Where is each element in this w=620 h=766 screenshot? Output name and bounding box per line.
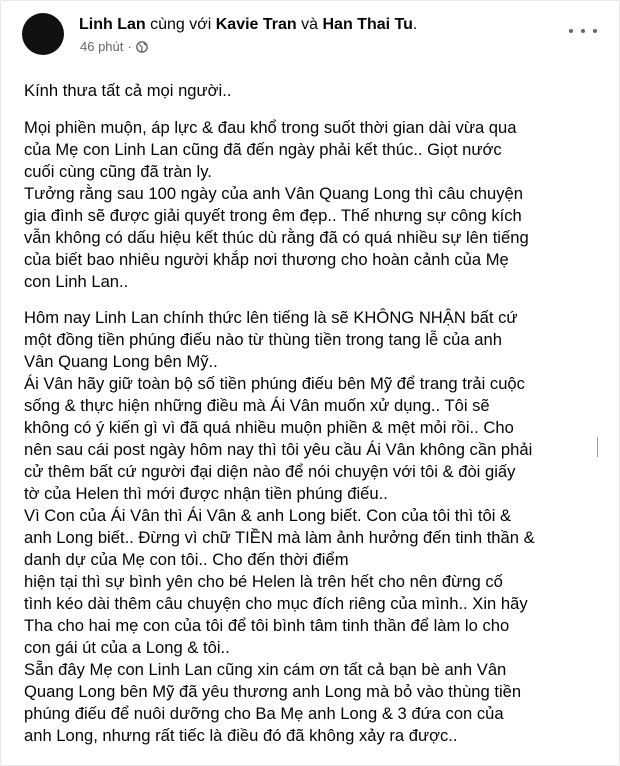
meta-separator: ·	[127, 39, 132, 54]
post-paragraph: Mọi phiền muộn, áp lực & đau khổ trong suốt thời gian dài vừa qua của Mẹ con Linh Lan cũng đã đến ngày phải kết thúc.. Giọt nước cuối cùng cũng đã tràn ly. Tưởng rằng sau 100 ngày của anh Vân Quang Long thì câu chuyện gia đình sẽ được giải quyết trong êm đẹp.. Thế nhưng sự công kích vẫn không có dấu hiệu kết thúc dù rằng đã có quá nhiều sự lên tiếng của biết bao nhiêu người khắp nơi thương cho hoàn cảnh của Mẹ con Linh Lan..	[24, 118, 529, 291]
post-header	[1, 1, 619, 67]
globe-icon[interactable]	[136, 41, 148, 53]
more-dot	[569, 29, 573, 33]
post-paragraph: Hôm nay Linh Lan chính thức lên tiếng là sẽ KHÔNG NHẬN bất cứ một đồng tiền phúng điếu nào từ thùng tiền trong tang lễ của anh Vân Quang Long bên Mỹ.. Ái Vân hãy giữ toàn bộ số tiền phúng điếu bên Mỹ để trang trải cuộc sống & thực hiện những điều mà Ái Vân muốn xử dụng.. Tôi sẽ không có ý kiến gì vì đã quá nhiều muộn phiền & mệt mỏi rồi.. Cho nên sau cái post ngày hôm nay thì tôi yêu cầu Ái Vân không cần phải cử thêm bất cứ người đại diện nào để nói chuyện với tôi & đòi giấy tờ của Helen thì mới được nhận tiền phúng điếu.. Vì Con của Ái Vân thì Ái Vân & anh Long biết. Con của tôi thì tôi & anh Long biết.. Đừng vì chữ TIỀN mà làm ảnh hưởng đến tinh thần & danh dự của Mẹ con tôi.. Cho đến thời điểm hiện tại thì sự bình yên cho bé Helen là trên hết cho nên đừng cố tình kéo dài thêm câu chuyện cho mục đích riêng của mình.. Xin hãy Tha cho hai mẹ con của tôi để tôi bình tâm tinh thần để làm lo cho con gái út của a Long & tôi.. Sẵn đây Mẹ con Linh Lan cũng xin cám ơn tất cả bạn bè anh Vân Quang Long bên Mỹ đã yêu thương anh Long mà bỏ vào thùng tiền phúng điếu để nuôi dưỡng cho Ba Mẹ anh Long & 3 đứa con của anh Long, nhưng rất tiếc là điều đó đã không xảy ra được..	[24, 308, 535, 745]
avatar[interactable]	[22, 13, 64, 55]
title-period: .	[412, 16, 418, 33]
post-text-content	[24, 67, 614, 761]
tagged-user-link-2[interactable]: Han Thai Tu	[322, 16, 413, 33]
post-title-line	[79, 15, 417, 35]
post-timestamp-link[interactable]: 46 phút	[80, 39, 124, 54]
tagged-user-link-1[interactable]: Kavie Tran	[215, 16, 297, 33]
author-name-link[interactable]: Linh Lan	[79, 16, 146, 33]
and-text: và	[301, 16, 319, 33]
more-dot	[581, 29, 585, 33]
more-options-icon[interactable]	[569, 21, 597, 41]
with-text: cùng với	[150, 16, 212, 33]
text-cursor	[597, 437, 598, 457]
post-meta	[80, 39, 148, 55]
post-paragraph: Kính thưa tất cả mọi người..	[24, 81, 232, 100]
more-dot	[593, 29, 597, 33]
